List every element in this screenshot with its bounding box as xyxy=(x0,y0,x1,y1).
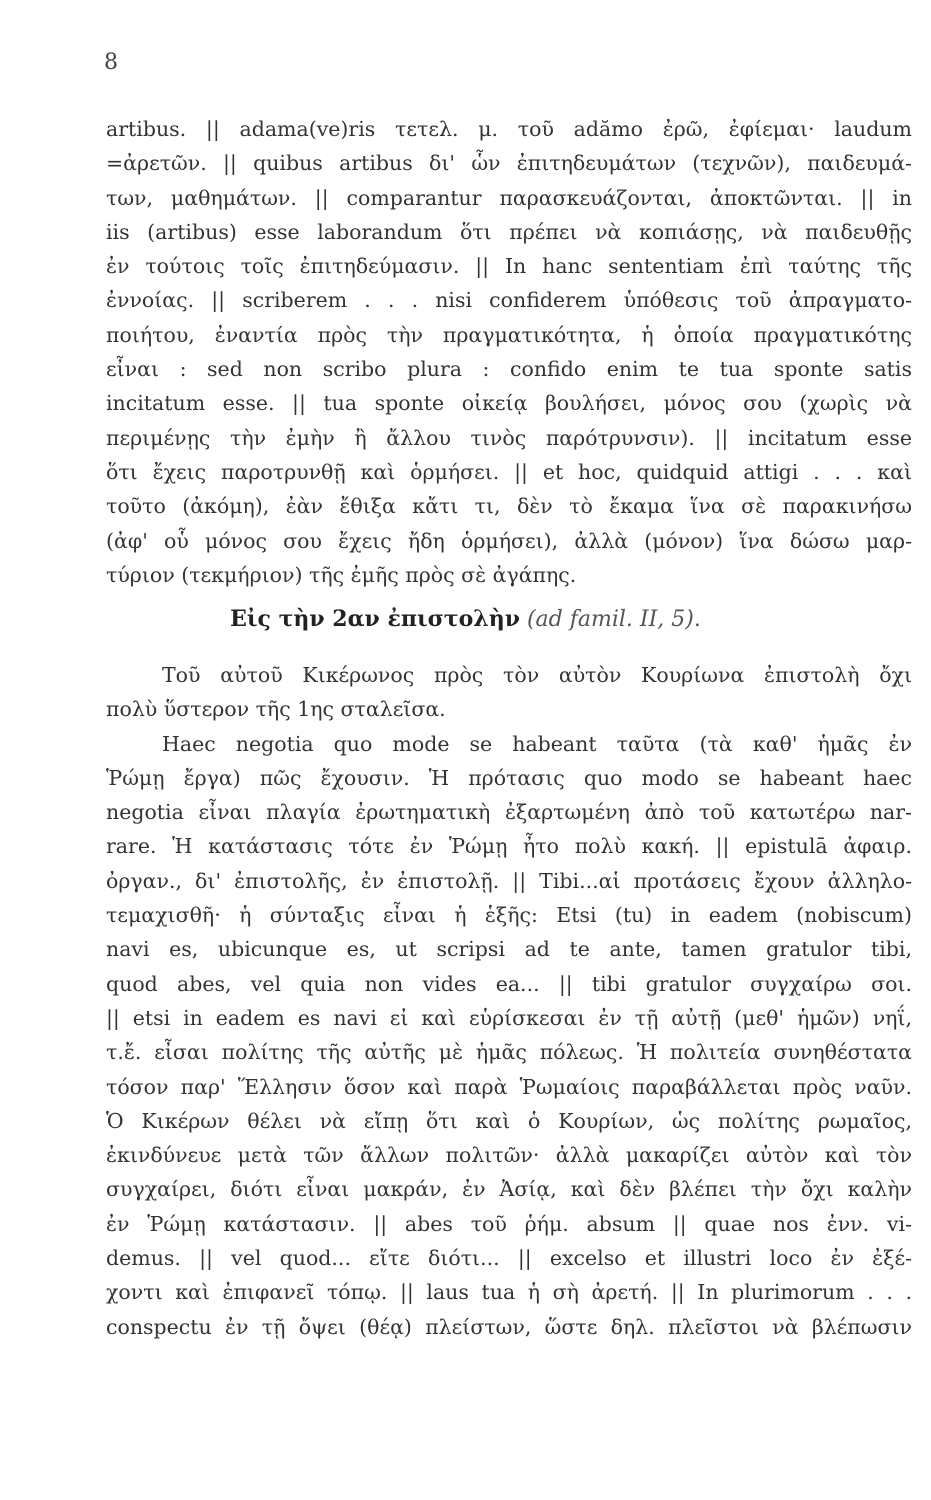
text-line: Haec negotia quo mode se habeant ταῦτα (τὰ καθ' ἡμᾶς ἐν xyxy=(162,731,912,756)
text-line: εἶναι : sed non scribo plura : confido enim te tua sponte satis xyxy=(106,357,912,382)
text-line: τύριον (τεκμήριον) τῆς ἐμῆς πρὸς σὲ ἀγάπης. xyxy=(106,562,577,587)
text-line: ὅτι ἔχεις παροτρυνθῇ καὶ ὁρμήσει. || et hoc, quidquid attigi . . . καὶ xyxy=(106,459,912,484)
commentary-block-1 xyxy=(106,112,912,592)
text-line: των, μαθημάτων. || comparantur παρασκευάζονται, ἀποκτῶνται. || in xyxy=(106,185,912,210)
text-line: conspectu ἐν τῇ ὄψει (θέᾳ) πλείστων, ὥστε δηλ. πλεῖστοι νὰ βλέπωσιν xyxy=(106,1314,912,1339)
text-line: ἐννοίας. || scriberem . . . nisi confiderem ὑπόθεσις τοῦ ἀπραγματο- xyxy=(106,288,912,313)
text-line: τόσον παρ' Ἕλλησιν ὅσον καὶ παρὰ Ῥωμαίοις παραβάλλεται πρὸς ναῦν. xyxy=(106,1074,912,1099)
text-line: =ἀρετῶν. || quibus artibus δι' ὧν ἐπιτηδευμάτων (τεχνῶν), παιδευμά- xyxy=(106,151,912,176)
text-line: ὀργαν., δι' ἐπιστολῆς, ἐν ἐπιστολῇ. || Tibi...αἱ προτάσεις ἔχουν ἀλληλο- xyxy=(106,868,912,893)
text-line: Τοῦ αὐτοῦ Κικέρωνος πρὸς τὸν αὐτὸν Κουρίωνα ἐπιστολὴ ὄχι xyxy=(162,663,912,687)
text-line: demus. || vel quod... εἴτε διότι... || excelso et illustri loco ἐν ἐξέ- xyxy=(106,1246,912,1271)
text-line: ποιήτου, ἐναντία πρὸς τὴν πραγματικότητα, ἡ ὁποία πραγματικότης xyxy=(106,322,912,347)
heading-reference: (ad famil. II, 5). xyxy=(526,607,701,632)
text-line: navi es, ubicunque es, ut scripsi ad te ante, tamen gratulor tibi, xyxy=(106,937,912,962)
text-line: χοντι καὶ ἐπιφανεῖ τόπῳ. || laus tua ἡ σὴ ἀρετή. || In plurimorum . . . xyxy=(106,1280,912,1305)
text-line: ἐν Ῥώμῃ κατάστασιν. || abes τοῦ ῥήμ. absum || quae nos ἐνν. vi- xyxy=(106,1211,912,1236)
text-line: ἐν τούτοις τοῖς ἐπιτηδεύμασιν. || In hanc sententiam ἐπὶ ταύτης τῆς xyxy=(106,254,912,279)
text-line: τεμαχισθῆ· ἡ σύνταξις εἶναι ἡ ἑξῆς: Etsi (tu) in eadem (nobiscum) xyxy=(106,903,912,928)
text-line: πολὺ ὕστερον τῆς 1ης σταλεῖσα. xyxy=(106,697,446,722)
heading-title: Εἰς τὴν 2αν ἐπιστολὴν xyxy=(230,606,520,632)
section-heading xyxy=(0,602,931,637)
text-line: ἐκινδύνευε μετὰ τῶν ἄλλων πολιτῶν· ἀλλὰ μακαρίζει αὐτὸν καὶ τὸν xyxy=(106,1143,912,1168)
text-line: incitatum esse. || tua sponte οἰκείᾳ βουλήσει, μόνος σου (χωρὶς νὰ xyxy=(106,391,912,416)
text-line: περιμένῃς τὴν ἐμὴν ἢ ἄλλου τινὸς παρότρυνσιν). || incitatum esse xyxy=(106,425,912,450)
page-number: 8 xyxy=(104,50,118,75)
text-line: τ.ἔ. εἶσαι πολίτης τῆς αὐτῆς μὲ ἡμᾶς πόλεως. Ἡ πολιτεία συνηθέστατα xyxy=(106,1040,912,1065)
text-line: artibus. || adama(ve)ris τετελ. μ. τοῦ adămo ἐρῶ, ἐφίεμαι· laudum xyxy=(106,117,912,141)
commentary-block-2 xyxy=(106,658,912,1344)
text-line: rare. Ἡ κατάστασις τότε ἐν Ῥώμῃ ἦτο πολὺ κακή. || epistulā ἀφαιρ. xyxy=(106,834,912,859)
text-line: (ἀφ' οὗ μόνος σου ἔχεις ἤδη ὁρμήσει), ἀλλὰ (μόνον) ἵνα δώσω μαρ- xyxy=(106,528,912,553)
text-line: τοῦτο (ἀκόμη), ἐὰν ἔθιξα κἄτι τι, δὲν τὸ ἔκαμα ἵνα σὲ παρακινήσω xyxy=(106,494,912,519)
text-line: iis (artibus) esse laborandum ὅτι πρέπει νὰ κοπιάσῃς, νὰ παιδευθῇς xyxy=(106,219,912,244)
text-line: quod abes, vel quia non vides ea... || tibi gratulor συγχαίρω σοι. xyxy=(106,971,912,996)
text-line: συγχαίρει, διότι εἶναι μακράν, ἐν Ἀσίᾳ, καὶ δὲν βλέπει τὴν ὄχι καλὴν xyxy=(106,1177,912,1202)
text-line: negotia εἶναι πλαγία ἐρωτηματικὴ ἐξαρτωμένη ἀπὸ τοῦ κατωτέρω nar- xyxy=(106,800,912,825)
text-line: Ῥώμῃ ἔργα) πῶς ἔχουσιν. Ἡ πρότασις quo modo se habeant haec xyxy=(106,765,912,790)
text-line: Ὁ Κικέρων θέλει νὰ εἴπῃ ὅτι καὶ ὁ Κουρίων, ὡς πολίτης ρωμαῖος, xyxy=(106,1108,912,1133)
text-line: || etsi in eadem es navi εἰ καὶ εὑρίσκεσαι ἐν τῇ αὐτῇ (μεθ' ἡμῶν) νηΐ, xyxy=(106,1005,912,1030)
